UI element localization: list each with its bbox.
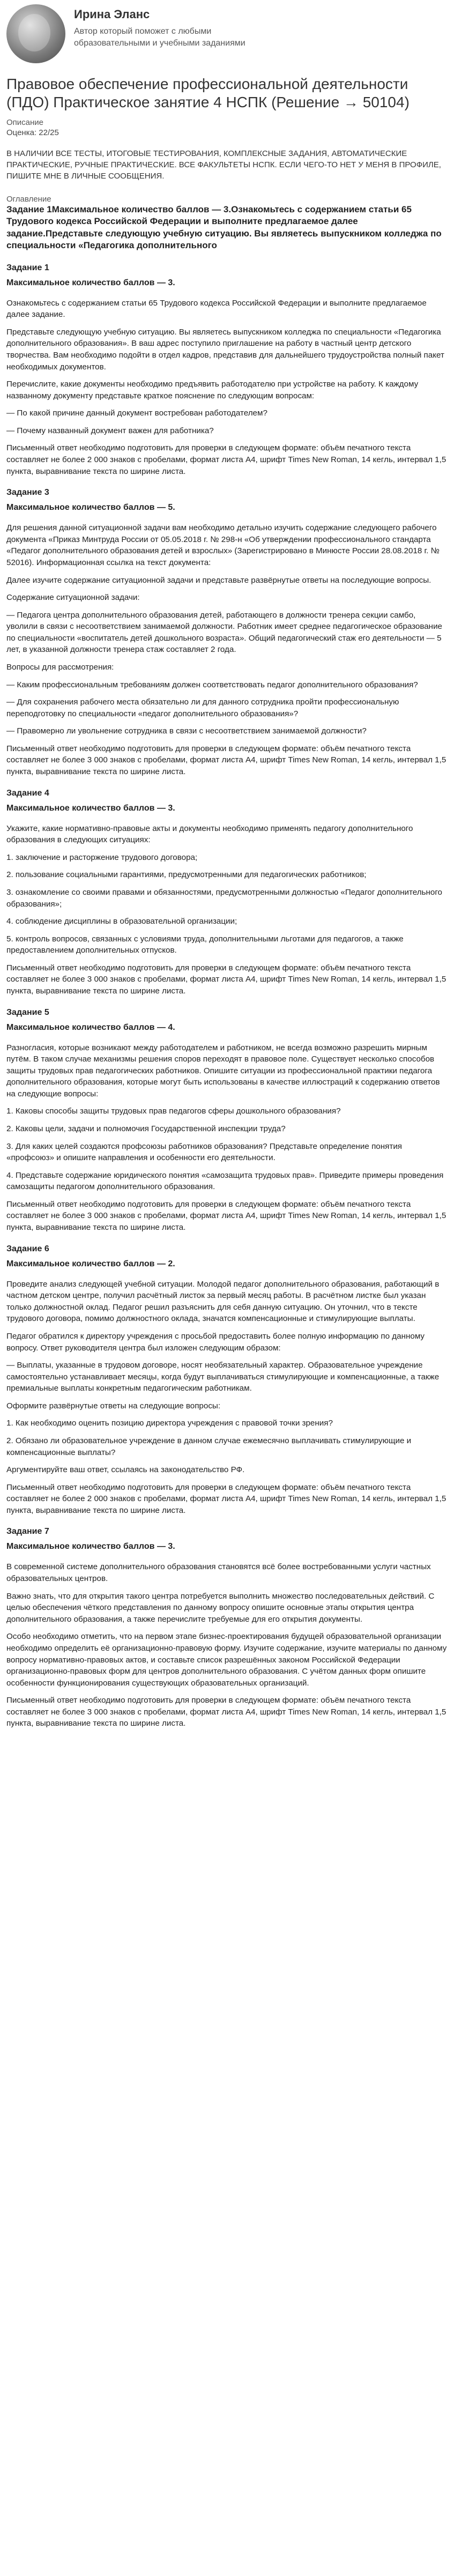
tasks-container [6, 263, 448, 1729]
task-section [6, 263, 448, 478]
task-paragraph: Педагог обратился к директору учреждения с просьбой предоставить более полную информацию по данному вопросу. Ответ руководителя центра был изложен следующим образом: [6, 1331, 425, 1353]
task-paragraph: В современной системе дополнительного образования становятся всё более востребованными услуги частных образовательных центров. [6, 1562, 431, 1584]
task-paragraph: Для решения данной ситуационной задачи вам необходимо детально изучить содержание следующего рабочего документа «Приказ Минтруда России от 05.05.2018 г. № 298-н «Об утверждении профессионального стандарта «Педагог дополнительного образования детей и взрослых» (Зарегистрировано в Минюсте России 28.08.2018 г. № 52016). Информационная ссылка на текст документа: [6, 523, 440, 567]
task-paragraph: Письменный ответ необходимо подготовить для проверки в следующем формате: объём печатного текста составляет не более 2 000 знаков с пробелами, формат листа А4, шрифт Times New Roman, 14 кегль, интервал 1,5 пункта, выравнивание текста по ширине листа. [6, 1482, 446, 1515]
task-paragraph: — Выплаты, указанные в трудовом договоре, носят необязательный характер. Образовательное учреждение самостоятельно устанавливает месяцы, когда будут выплачиваться стимулирующие и компенсационные, а также премиальные выплаты конкретным педагогическим работникам. [6, 1361, 440, 1393]
task-title: Задание 6 [6, 1244, 49, 1253]
avatar[interactable] [6, 4, 65, 63]
task-paragraph: Оформите развёрнутые ответы на следующие вопросы: [6, 1401, 221, 1411]
task-paragraph: 2. Обязано ли образовательное учреждение в данном случае ежемесячно выплачивать стимулирующие и компенсационные выплаты? [6, 1436, 412, 1457]
task-paragraph: Письменный ответ необходимо подготовить для проверки в следующем формате: объём печатного текста составляет не более 2 000 знаков с пробелами, формат листа А4, шрифт Times New Roman, 14 кегль, интервал 1,5 пункта, выравнивание текста по ширине листа. [6, 443, 446, 476]
task-section [6, 1527, 448, 1729]
task-paragraph: — Каким профессиональным требованиям должен соответствовать педагог дополнительного образования? [6, 680, 418, 689]
notice-text: В НАЛИЧИИ ВСЕ ТЕСТЫ, ИТОГОВЫЕ ТЕСТИРОВАНИЯ, КОМПЛЕКСНЫЕ ЗАДАНИЯ, АВТОМАТИЧЕСКИЕ ПРАКТИЧЕСКИЕ, РУЧНЫЕ ПРАКТИЧЕСКИЕ. ВСЕ ФАКУЛЬТЕТЫ НСПК. ЕСЛИ ЧЕГО-ТО НЕТ У МЕНЯ В ПРОФИЛЕ, ПИШИТЕ МНЕ В ЛИЧНЫЕ СООБЩЕНИЯ. [6, 149, 441, 181]
task-score: Максимальное количество баллов — 4. [6, 1022, 175, 1032]
task-paragraph: Особо необходимо отметить, что на первом этапе бизнес-проектирования будущей образовательной организации необходимо определить её организационно-правовую форму. Изучите содержание, изучите материалы по данному вопросу нормативно-правовых актов, и составьте список разрешённых законом Российской Федерации организационно-правовых форм для центров дополнительного образования. С учётом данных форм опишите особенности функционирования существующих образовательных организаций. [6, 1632, 447, 1688]
task-paragraph: Письменный ответ необходимо подготовить для проверки в следующем формате: объём печатного текста составляет не более 3 000 знаков с пробелами, формат листа А4, шрифт Times New Roman, 14 кегль, интервал 1,5 пункта, выравнивание текста по ширине листа. [6, 744, 446, 777]
toc-label: Оглавление [6, 195, 51, 204]
task-paragraph: Вопросы для рассмотрения: [6, 662, 114, 672]
task-paragraph: 3. ознакомление со своими правами и обязанностями, предусмотренными должностью «Педагог дополнительного образования»; [6, 887, 442, 909]
task-section [6, 1008, 448, 1234]
author-description: Автор который поможет с любыми образовательными и учебными заданиями [74, 27, 245, 48]
task-paragraph: Письменный ответ необходимо подготовить для проверки в следующем формате: объём печатного текста составляет не более 3 000 знаков с пробелами, формат листа А4, шрифт Times New Roman, 14 кегль, интервал 1,5 пункта, выравнивание текста по ширине листа. [6, 1199, 446, 1233]
task-paragraph: 2. Каковы цели, задачи и полномочия Государственной инспекции труда? [6, 1124, 286, 1134]
task-title: Задание 3 [6, 488, 49, 498]
task-section [6, 1244, 448, 1517]
task-paragraph: 1. Каковы способы защиты трудовых прав педагогов сферы дошкольного образования? [6, 1107, 341, 1116]
task-score: Максимальное количество баллов — 3. [6, 803, 175, 813]
task-paragraph: Перечислите, какие документы необходимо предъявить работодателю при устройстве на работу. К каждому названному документу представьте краткое пояснение по следующим вопросам: [6, 380, 419, 400]
score-text: Оценка: 22/25 [6, 128, 59, 138]
task-score: Максимальное количество баллов — 2. [6, 1259, 175, 1268]
task-score: Максимальное количество баллов — 3. [6, 278, 175, 287]
task-score: Максимальное количество баллов — 3. [6, 1542, 175, 1551]
task-section [6, 488, 448, 777]
task-paragraph: 4. соблюдение дисциплины в образовательной организации; [6, 917, 237, 926]
task-paragraph: — Педагога центра дополнительного образования детей, работающего в должности тренера секции самбо, уволили в связи с несоответствием занимаемой должности. Работник имеет среднее педагогическое образование по специальности «воспитатель детей дошкольного возраста». Общий педагогический стаж его деятельности — 5 лет, в указанной должности тренера стаж составляет 2 года. [6, 610, 443, 655]
author-name[interactable]: Ирина Эланс [74, 8, 150, 21]
author-info [74, 4, 256, 50]
task-paragraph: 1. Как необходимо оценить позицию директора учреждения с правовой точки зрения? [6, 1419, 333, 1428]
task-paragraph: Письменный ответ необходимо подготовить для проверки в следующем формате: объём печатного текста составляет не более 3 000 знаков с пробелами, формат листа А4, шрифт Times New Roman, 14 кегль, интервал 1,5 пункта, выравнивание текста по ширине листа. [6, 1696, 446, 1728]
task-paragraph: 4. Представьте содержание юридического понятия «самозащита трудовых прав». Приведите примеры проведения самозащиты педагогом дополнительного образования. [6, 1170, 444, 1192]
task-title: Задание 5 [6, 1007, 49, 1017]
task-paragraph: Укажите, какие нормативно-правовые акты и документы необходимо применять педагогу дополнительного образования в следующих ситуациях: [6, 823, 413, 845]
task-paragraph: Представьте следующую учебную ситуацию. Вы являетесь выпускником колледжа по специальности «Педагогика дополнительного образования». В ваш адрес поступило приглашение на работу в частный центр детского творчества. Вам необходимо подойти в отдел кадров, представив для дальнейшего трудоустройства полный пакет необходимых документов. [6, 327, 444, 372]
author-block[interactable] [6, 4, 448, 63]
task-paragraph: — Правомерно ли увольнение сотрудника в связи с несоответствием занимаемой должности? [6, 726, 367, 736]
task-paragraph: Ознакомьтесь с содержанием статьи 65 Трудового кодекса Российской Федерации и выполните предлагаемое далее задание. [6, 298, 427, 320]
task-paragraph: Проведите анализ следующей учебной ситуации. Молодой педагог дополнительного образования, работающий в частном детском центре, получил расчётный листок за первый месяц работы. В расчётном листке был указан только должностной оклад. Педагог решил разъяснить для себя данную ситуацию. Он уточнил, что в тексте трудового договора, помимо должностного оклада, значатся компенсационные и стимулирующие выплаты. [6, 1279, 440, 1324]
task-paragraph: Письменный ответ необходимо подготовить для проверки в следующем формате: объём печатного текста составляет не более 3 000 знаков с пробелами, формат листа А4, шрифт Times New Roman, 14 кегль, интервал 1,5 пункта, выравнивание текста по ширине листа. [6, 963, 446, 996]
task-title: Задание 1 [6, 263, 49, 272]
task-paragraph: Далее изучите содержание ситуационной задачи и представьте развёрнутые ответы на последующие вопросы. [6, 575, 431, 585]
task-paragraph: Содержание ситуационной задачи: [6, 593, 140, 603]
toc-item[interactable]: Задание 1Максимальное количество баллов — 3.Ознакомьтесь с содержанием статьи 65 Трудового кодекса Российской Федерации и выполните предлагаемое далее задание.Представьте следующую учебную ситуацию. Вы являетесь выпускником колледжа по специальности «Педагогика дополнительного [6, 204, 442, 250]
task-paragraph: — По какой причине данный документ востребован работодателем? [6, 409, 267, 418]
description-label: Описание [6, 118, 44, 128]
task-paragraph: — Почему названный документ важен для работника? [6, 426, 214, 435]
page-title: Правовое обеспечение профессиональной деятельности (ПДО) Практическое занятие 4 НСПК (Решение → 50104) [6, 76, 410, 111]
task-paragraph: 2. пользование социальными гарантиями, предусмотренными для педагогических работников; [6, 870, 367, 880]
task-paragraph: — Для сохранения рабочего места обязательно ли для данного сотрудника пройти профессиональную переподготовку по специальности «педагог дополнительного образования»? [6, 697, 399, 718]
task-paragraph: 5. контроль вопросов, связанных с условиями труда, дополнительными льготами для педагогов, а также предоставлением дополнительных отпусков. [6, 934, 404, 955]
task-paragraph: Аргументируйте ваш ответ, ссылаясь на законодательство РФ. [6, 1465, 245, 1475]
task-score: Максимальное количество баллов — 5. [6, 503, 175, 513]
task-paragraph: 3. Для каких целей создаются профсоюзы работников образования? Представьте определение понятия «профсоюз» и опишите направления и особенности его деятельности. [6, 1141, 403, 1163]
task-paragraph: Разногласия, которые возникают между работодателем и работником, не всегда возможно разрешить мирным путём. В таком случае механизмы решения споров переходят в правовое поле. Существует несколько способов защиты трудовых прав педагогических работников. Опишите ситуации из профессиональной практики педагога дополнительного образования, которые могут быть использованы в качестве иллюстраций к содержанию ответов на следующие вопросы: [6, 1043, 440, 1098]
task-section [6, 789, 448, 997]
task-paragraph: Важно знать, что для открытия такого центра потребуется выполнить множество последовательных действий. С целью обеспечения чёткого представления по данному вопросу опишите основные этапы открытия центра дополнительного образования, а также перечислите требуемые для его открытия документы. [6, 1591, 435, 1624]
task-title: Задание 4 [6, 788, 49, 798]
task-title: Задание 7 [6, 1527, 49, 1536]
task-paragraph: 1. заключение и расторжение трудового договора; [6, 852, 198, 862]
